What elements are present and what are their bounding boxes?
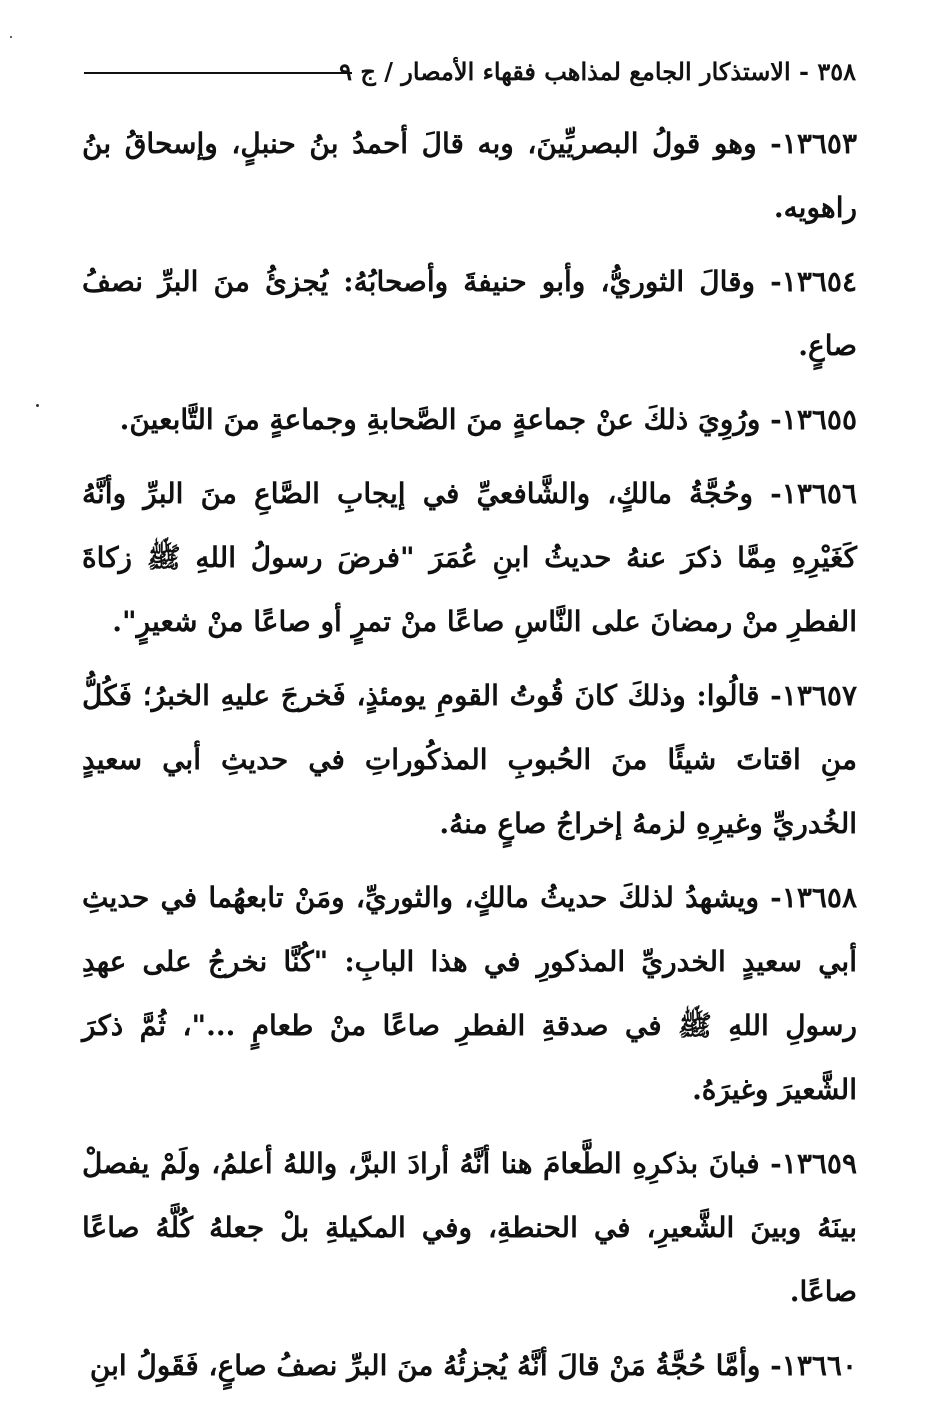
- paragraph-13660: ١٣٦٦٠- وأمَّا حُجَّةُ مَنْ قالَ أنَّهُ يُجزئُهُ منَ البرِّ نصفُ صاعٍ، فَقَولُ ابنِ: [89, 1349, 857, 1382]
- scan-speck: [10, 36, 12, 38]
- header-rule-line: [84, 72, 352, 74]
- paragraph-text: وأمَّا حُجَّةُ مَنْ قالَ أنَّهُ يُجزئُهُ منَ البرِّ نصفُ صاعٍ، فَقَولُ ابنِ: [89, 1349, 761, 1382]
- paragraph-text: ويشهدُ لذلكَ حديثُ مالكٍ، والثوريِّ، ومَنْ تابعهُما في حديثِ أبي سعيدٍ الخدريِّ المذكورِ في هذا البابِ: "كُنَّا نخرجُ على عهدِ رسولِ اللهِ ﷺ في صدقةِ الفطرِ صاعًا منْ طعامٍ ..."، ثُمَّ ذكرَ الشَّعيرَ وغيرَهُ.: [82, 881, 857, 1106]
- paragraph-13658: ١٣٦٥٨- ويشهدُ لذلكَ حديثُ مالكٍ، والثوريِّ، ومَنْ تابعهُما في حديثِ أبي سعيدٍ الخدريِّ المذكورِ في هذا البابِ: "كُنَّا نخرجُ على عهدِ رسولِ اللهِ ﷺ في صدقةِ الفطرِ صاعًا منْ طعامٍ ..."، ثُمَّ ذكرَ الشَّعيرَ وغيرَهُ.: [82, 881, 858, 1106]
- scan-speck: [36, 404, 39, 407]
- paragraph-13657: ١٣٦٥٧- قالُوا: وذلكَ كانَ قُوتُ القومِ يومئذٍ، فَخرجَ عليهِ الخبرُ؛ فَكُلُّ منِ اقتاتَ شيئًا منَ الحُبوبِ المذكُوراتِ في حديثِ أبي سعيدٍ الخُدريِّ وغيرِهِ لزمهُ إخراجُ صاعٍ منهُ.: [82, 679, 857, 840]
- paragraph-number: ١٣٦٥٤: [781, 265, 857, 298]
- paragraph-number: ١٣٦٥٣: [781, 127, 858, 160]
- running-title: ٣٥٨ - الاستذكار الجامع لمذاهب فقهاء الأمصار / ج: [360, 57, 856, 86]
- paragraph-text: وقالَ الثوريُّ، وأبو حنيفةَ وأصحابُهُ: يُجزئُ منَ البرِّ نصفُ صاعٍ.: [82, 265, 857, 362]
- paragraph-number: ١٣٦٥٨: [781, 881, 858, 914]
- paragraph-13654: ١٣٦٥٤- وقالَ الثوريُّ، وأبو حنيفةَ وأصحابُهُ: يُجزئُ منَ البرِّ نصفُ صاعٍ.: [82, 265, 857, 362]
- paragraph-text: وهو قولُ البصريِّينَ، وبه قالَ أحمدُ بنُ حنبلٍ، وإسحاقُ بنُ راهويه.: [82, 127, 857, 224]
- paragraph-number: ١٣٦٥٩: [781, 1147, 857, 1180]
- paragraph-13653: ١٣٦٥٣- وهو قولُ البصريِّينَ، وبه قالَ أحمدُ بنُ حنبلٍ، وإسحاقُ بنُ راهويه.: [82, 127, 858, 224]
- paragraph-text: وحُجَّةُ مالكٍ، والشَّافعيِّ في إيجابِ الصَّاعِ منَ البرِّ وأنَّهُ كَغَيْرِهِ مِمَّا ذكرَ عنهُ حديثُ ابنِ عُمَرَ "فرضَ رسولُ اللهِ ﷺ زكاةَ الفطرِ منْ رمضانَ على النَّاسِ صاعًا منْ تمرٍ أو صاعًا منْ شعيرٍ".: [82, 477, 857, 638]
- paragraph-13659: ١٣٦٥٩- فبانَ بذكرِهِ الطَّعامَ هنا أنَّهُ أرادَ البرَّ، واللهُ أعلمُ، ولَمْ يفصلْ بينَهُ وبينَ الشَّعيرِ، في الحنطةِ، وفي المكيلةِ بلْ جعلهُ كُلَّهُ صاعًا صاعًا.: [82, 1147, 857, 1308]
- paragraph-text: قالُوا: وذلكَ كانَ قُوتُ القومِ يومئذٍ، فَخرجَ عليهِ الخبرُ؛ فَكُلُّ منِ اقتاتَ شيئًا منَ الحُبوبِ المذكُوراتِ في حديثِ أبي سعيدٍ الخُدريِّ وغيرِهِ لزمهُ إخراجُ صاعٍ منهُ.: [82, 679, 857, 840]
- paragraph-13655: ١٣٦٥٥- ورُوِيَ ذلكَ عنْ جماعةٍ منَ الصَّحابةِ وجماعةٍ منَ التَّابعينَ.: [119, 403, 857, 436]
- paragraph-text: فبانَ بذكرِهِ الطَّعامَ هنا أنَّهُ أرادَ البرَّ، واللهُ أعلمُ، ولَمْ يفصلْ بينَهُ وبينَ الشَّعيرِ، في الحنطةِ، وفي المكيلةِ بلْ جعلهُ كُلَّهُ صاعًا صاعًا.: [82, 1147, 857, 1308]
- paragraph-number: ١٣٦٥٦: [781, 477, 857, 510]
- paragraph-text: ورُوِيَ ذلكَ عنْ جماعةٍ منَ الصَّحابةِ وجماعةٍ منَ التَّابعينَ.: [119, 403, 761, 436]
- paragraph-number: ١٣٦٦٠: [781, 1349, 857, 1382]
- page-body: [82, 112, 857, 1408]
- paragraph-13656: ١٣٦٥٦- وحُجَّةُ مالكٍ، والشَّافعيِّ في إيجابِ الصَّاعِ منَ البرِّ وأنَّهُ كَغَيْرِهِ مِمَّا ذكرَ عنهُ حديثُ ابنِ عُمَرَ "فرضَ رسولُ اللهِ ﷺ زكاةَ الفطرِ منْ رمضانَ على النَّاسِ صاعًا منْ تمرٍ أو صاعًا منْ شعيرٍ".: [82, 477, 857, 638]
- paragraph-number: ١٣٦٥٧: [781, 679, 857, 712]
- page-header: [84, 52, 856, 92]
- paragraph-number: ١٣٦٥٥: [781, 403, 857, 436]
